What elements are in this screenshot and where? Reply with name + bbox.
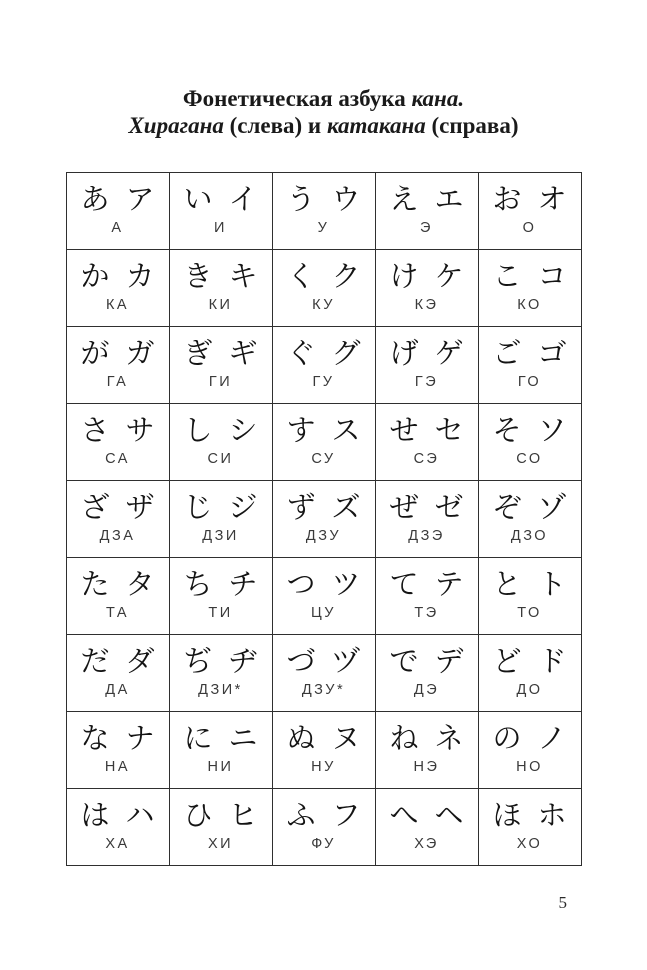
katakana-glyph: チ	[228, 569, 258, 601]
kana-pair	[376, 327, 478, 372]
kana-pair	[273, 558, 375, 603]
kana-row	[66, 250, 581, 327]
kana-pair	[170, 635, 272, 680]
hiragana-glyph: と	[492, 569, 522, 601]
kana-pair	[67, 250, 169, 295]
kana-cell	[66, 404, 169, 481]
transliteration: ТИ	[208, 605, 233, 621]
kana-cell	[375, 481, 478, 558]
transliteration: ТО	[517, 605, 542, 621]
transliteration: ДО	[516, 682, 543, 698]
kana-cell	[478, 712, 581, 789]
hiragana-glyph: ぞ	[492, 492, 522, 524]
kana-pair	[67, 404, 169, 449]
katakana-glyph: カ	[125, 261, 155, 293]
katakana-glyph: ハ	[125, 800, 155, 832]
kana-pair	[479, 327, 581, 372]
kana-pair	[273, 327, 375, 372]
katakana-glyph: ネ	[434, 723, 464, 755]
hiragana-glyph: こ	[492, 261, 522, 293]
kana-pair	[376, 789, 478, 834]
hiragana-glyph: に	[183, 723, 213, 755]
title-text-italic: Хирагана	[128, 113, 224, 138]
kana-cell	[478, 789, 581, 866]
kana-pair	[67, 173, 169, 218]
kana-pair	[273, 250, 375, 295]
title-text-italic: кана.	[411, 86, 465, 111]
katakana-glyph: ト	[537, 569, 567, 601]
transliteration: ДЗИ	[202, 528, 239, 544]
hiragana-glyph: ぜ	[389, 492, 419, 524]
transliteration: ТЭ	[414, 605, 439, 621]
hiragana-glyph: ざ	[80, 492, 110, 524]
hiragana-glyph: で	[389, 646, 419, 678]
page-title-line1	[0, 85, 647, 112]
kana-cell	[169, 327, 272, 404]
page-title	[0, 0, 647, 139]
katakana-glyph: イ	[228, 184, 258, 216]
kana-cell	[272, 789, 375, 866]
katakana-glyph: グ	[331, 338, 361, 370]
transliteration: КИ	[208, 297, 233, 313]
transliteration: И	[214, 220, 227, 236]
katakana-glyph: エ	[434, 184, 464, 216]
kana-pair	[67, 327, 169, 372]
transliteration: О	[522, 220, 537, 236]
transliteration: ЦУ	[311, 605, 336, 621]
kana-cell	[272, 558, 375, 635]
title-text-regular: (слева) и	[223, 113, 327, 138]
kana-pair	[273, 789, 375, 834]
kana-row	[66, 481, 581, 558]
hiragana-glyph: の	[492, 723, 522, 755]
hiragana-glyph: ご	[492, 338, 522, 370]
kana-pair	[273, 404, 375, 449]
katakana-glyph: ヅ	[331, 646, 361, 678]
kana-cell	[272, 712, 375, 789]
transliteration: ДЗИ*	[198, 682, 243, 698]
kana-cell	[478, 250, 581, 327]
hiragana-glyph: あ	[80, 184, 110, 216]
kana-pair	[479, 635, 581, 680]
transliteration: Э	[420, 220, 433, 236]
katakana-glyph: ナ	[125, 723, 155, 755]
title-text-regular: Фонетическая азбука	[182, 86, 412, 111]
katakana-glyph: ヂ	[228, 646, 258, 678]
katakana-glyph: ア	[125, 184, 155, 216]
katakana-glyph: オ	[537, 184, 567, 216]
kana-cell	[66, 789, 169, 866]
kana-cell	[169, 712, 272, 789]
kana-pair	[479, 712, 581, 757]
katakana-glyph: ド	[537, 646, 567, 678]
hiragana-glyph: て	[389, 569, 419, 601]
kana-pair	[479, 558, 581, 603]
kana-cell	[169, 789, 272, 866]
katakana-glyph: ク	[331, 261, 361, 293]
kana-cell	[66, 250, 169, 327]
transliteration: ДЭ	[413, 682, 440, 698]
kana-cell	[169, 481, 272, 558]
kana-cell	[375, 404, 478, 481]
hiragana-glyph: き	[183, 261, 213, 293]
hiragana-glyph: げ	[389, 338, 419, 370]
kana-cell	[272, 635, 375, 712]
katakana-glyph: ニ	[228, 723, 258, 755]
hiragana-glyph: ち	[183, 569, 213, 601]
katakana-glyph: ダ	[125, 646, 155, 678]
hiragana-glyph: ね	[389, 723, 419, 755]
kana-cell	[478, 558, 581, 635]
kana-cell	[169, 635, 272, 712]
transliteration: НА	[104, 759, 131, 775]
hiragana-glyph: い	[183, 184, 213, 216]
katakana-glyph: ヌ	[331, 723, 361, 755]
transliteration: ДЗУ	[305, 528, 342, 544]
transliteration: ДЗА	[99, 528, 136, 544]
kana-cell	[66, 558, 169, 635]
kana-pair	[273, 173, 375, 218]
transliteration: НИ	[207, 759, 234, 775]
katakana-glyph: ソ	[537, 415, 567, 447]
kana-row	[66, 173, 581, 250]
hiragana-glyph: へ	[389, 800, 419, 832]
kana-pair	[170, 327, 272, 372]
page-title-line2	[0, 112, 647, 139]
transliteration: ГУ	[312, 374, 335, 390]
kana-cell	[272, 173, 375, 250]
transliteration: ДЗЭ	[408, 528, 445, 544]
kana-pair	[479, 250, 581, 295]
hiragana-glyph: つ	[286, 569, 316, 601]
kana-pair	[67, 635, 169, 680]
katakana-glyph: ノ	[537, 723, 567, 755]
kana-row	[66, 789, 581, 866]
transliteration: ДЗУ*	[301, 682, 346, 698]
hiragana-glyph: づ	[286, 646, 316, 678]
transliteration: ДА	[105, 682, 130, 698]
title-text-italic: катакана	[326, 113, 426, 138]
kana-cell	[169, 558, 272, 635]
transliteration: ГО	[517, 374, 542, 390]
katakana-glyph: ツ	[331, 569, 361, 601]
kana-row	[66, 712, 581, 789]
kana-cell	[478, 481, 581, 558]
kana-row	[66, 558, 581, 635]
kana-pair	[376, 558, 478, 603]
kana-pair	[170, 712, 272, 757]
transliteration: ХА	[105, 836, 130, 852]
kana-cell	[66, 327, 169, 404]
kana-cell	[66, 635, 169, 712]
kana-pair	[376, 173, 478, 218]
kana-pair	[273, 481, 375, 526]
katakana-glyph: コ	[537, 261, 567, 293]
hiragana-glyph: ぬ	[286, 723, 316, 755]
hiragana-glyph: ほ	[492, 800, 522, 832]
hiragana-glyph: ふ	[286, 800, 316, 832]
transliteration: А	[111, 220, 124, 236]
kana-pair	[67, 712, 169, 757]
hiragana-glyph: ぢ	[183, 646, 213, 678]
transliteration: СА	[105, 451, 130, 467]
katakana-glyph: ゾ	[537, 492, 567, 524]
kana-cell	[478, 327, 581, 404]
katakana-glyph: デ	[434, 646, 464, 678]
kana-pair	[376, 404, 478, 449]
kana-pair	[479, 173, 581, 218]
kana-cell	[272, 404, 375, 481]
hiragana-glyph: ひ	[183, 800, 213, 832]
transliteration: ХЭ	[414, 836, 439, 852]
kana-cell	[169, 250, 272, 327]
katakana-glyph: ス	[331, 415, 361, 447]
transliteration: НО	[516, 759, 543, 775]
hiragana-glyph: ど	[492, 646, 522, 678]
kana-cell	[169, 404, 272, 481]
hiragana-glyph: ぎ	[183, 338, 213, 370]
hiragana-glyph: な	[80, 723, 110, 755]
kana-pair	[67, 789, 169, 834]
kana-cell	[375, 173, 478, 250]
kana-table-container	[0, 172, 647, 866]
transliteration: СЭ	[413, 451, 440, 467]
katakana-glyph: テ	[434, 569, 464, 601]
katakana-glyph: ギ	[228, 338, 258, 370]
hiragana-glyph: く	[286, 261, 316, 293]
katakana-glyph: キ	[228, 261, 258, 293]
kana-cell	[478, 404, 581, 481]
transliteration: КЭ	[414, 297, 439, 313]
katakana-glyph: ヘ	[434, 800, 464, 832]
transliteration: СИ	[207, 451, 234, 467]
kana-cell	[66, 481, 169, 558]
kana-pair	[376, 481, 478, 526]
kana-row	[66, 327, 581, 404]
page-number: 5	[558, 893, 567, 912]
katakana-glyph: ゼ	[434, 492, 464, 524]
kana-pair	[170, 173, 272, 218]
kana-cell	[66, 712, 169, 789]
kana-pair	[479, 789, 581, 834]
kana-cell	[478, 635, 581, 712]
kana-table-body	[66, 173, 581, 866]
hiragana-glyph: う	[286, 184, 316, 216]
katakana-glyph: ホ	[537, 800, 567, 832]
katakana-glyph: シ	[228, 415, 258, 447]
transliteration: ДЗО	[510, 528, 549, 544]
hiragana-glyph: そ	[492, 415, 522, 447]
katakana-glyph: フ	[331, 800, 361, 832]
kana-cell	[375, 635, 478, 712]
kana-cell	[375, 789, 478, 866]
transliteration: НУ	[311, 759, 336, 775]
katakana-glyph: ウ	[331, 184, 361, 216]
hiragana-glyph: ず	[286, 492, 316, 524]
kana-pair	[479, 404, 581, 449]
transliteration: КА	[105, 297, 130, 313]
hiragana-glyph: す	[286, 415, 316, 447]
transliteration: КО	[517, 297, 542, 313]
transliteration: ХО	[516, 836, 543, 852]
katakana-glyph: サ	[125, 415, 155, 447]
hiragana-glyph: さ	[80, 415, 110, 447]
kana-pair	[376, 250, 478, 295]
transliteration: НЭ	[413, 759, 440, 775]
hiragana-glyph: せ	[389, 415, 419, 447]
transliteration: ХИ	[207, 836, 234, 852]
transliteration: ГА	[106, 374, 129, 390]
transliteration: ТА	[105, 605, 130, 621]
kana-pair	[170, 481, 272, 526]
kana-cell	[375, 327, 478, 404]
katakana-glyph: セ	[434, 415, 464, 447]
kana-row	[66, 635, 581, 712]
transliteration: СУ	[311, 451, 336, 467]
kana-cell	[375, 712, 478, 789]
katakana-glyph: ヒ	[228, 800, 258, 832]
hiragana-glyph: か	[80, 261, 110, 293]
kana-pair	[170, 250, 272, 295]
hiragana-glyph: が	[80, 338, 110, 370]
kana-cell	[375, 250, 478, 327]
katakana-glyph: タ	[125, 569, 155, 601]
hiragana-glyph: は	[80, 800, 110, 832]
katakana-glyph: ケ	[434, 261, 464, 293]
katakana-glyph: ガ	[125, 338, 155, 370]
katakana-glyph: ザ	[125, 492, 155, 524]
hiragana-glyph: お	[492, 184, 522, 216]
hiragana-glyph: だ	[80, 646, 110, 678]
kana-pair	[273, 712, 375, 757]
transliteration: КУ	[312, 297, 335, 313]
kana-pair	[479, 481, 581, 526]
hiragana-glyph: え	[389, 184, 419, 216]
kana-pair	[170, 558, 272, 603]
kana-pair	[170, 789, 272, 834]
kana-cell	[169, 173, 272, 250]
kana-pair	[376, 712, 478, 757]
title-text-regular: (справа)	[425, 113, 519, 138]
kana-table	[66, 172, 582, 866]
transliteration: ФУ	[311, 836, 336, 852]
transliteration: ГИ	[208, 374, 233, 390]
katakana-glyph: ゴ	[537, 338, 567, 370]
kana-pair	[273, 635, 375, 680]
kana-pair	[67, 558, 169, 603]
kana-cell	[375, 558, 478, 635]
transliteration: У	[317, 220, 330, 236]
hiragana-glyph: し	[183, 415, 213, 447]
kana-cell	[66, 173, 169, 250]
kana-row	[66, 404, 581, 481]
katakana-glyph: ゲ	[434, 338, 464, 370]
kana-cell	[478, 173, 581, 250]
kana-cell	[272, 481, 375, 558]
hiragana-glyph: た	[80, 569, 110, 601]
katakana-glyph: ジ	[228, 492, 258, 524]
kana-cell	[272, 250, 375, 327]
hiragana-glyph: ぐ	[286, 338, 316, 370]
kana-cell	[272, 327, 375, 404]
kana-pair	[376, 635, 478, 680]
hiragana-glyph: け	[389, 261, 419, 293]
transliteration: ГЭ	[414, 374, 439, 390]
kana-pair	[170, 404, 272, 449]
transliteration: СО	[516, 451, 543, 467]
katakana-glyph: ズ	[331, 492, 361, 524]
hiragana-glyph: じ	[183, 492, 213, 524]
kana-pair	[67, 481, 169, 526]
